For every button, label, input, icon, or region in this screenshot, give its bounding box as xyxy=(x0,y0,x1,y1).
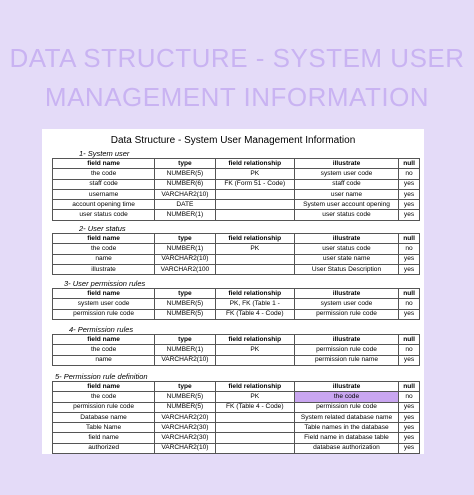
banner-title-line-2: MANAGEMENT INFORMATION xyxy=(44,82,430,112)
column-header-field-relationship: field relationship xyxy=(215,289,294,299)
table-row xyxy=(53,179,420,189)
cell-field-relationship: PK xyxy=(215,392,294,402)
cell-null: yes xyxy=(399,210,420,220)
cell-field-name: the code xyxy=(53,392,155,402)
cell-field-relationship: PK xyxy=(215,169,294,179)
table-row xyxy=(53,423,420,433)
cell-null: yes xyxy=(399,200,420,210)
cell-illustrate: database authorization xyxy=(294,443,398,453)
column-header-type: type xyxy=(155,234,215,244)
column-header-null: null xyxy=(399,234,420,244)
column-header-field-name: field name xyxy=(53,289,155,299)
table-header-row xyxy=(53,382,420,392)
cell-field-relationship xyxy=(215,210,294,220)
cell-field-relationship xyxy=(215,355,294,365)
cell-type: NUMBER(5) xyxy=(155,299,215,309)
column-header-field-name: field name xyxy=(53,234,155,244)
cell-null: no xyxy=(399,169,420,179)
table-row xyxy=(53,443,420,453)
cell-field-relationship: FK (Table 4 - Code) xyxy=(215,402,294,412)
cell-illustrate: user state name xyxy=(294,254,398,264)
cell-illustrate: user status code xyxy=(294,210,398,220)
cell-illustrate: System related database name xyxy=(294,412,398,422)
cell-field-name: the code xyxy=(53,244,155,254)
table-row xyxy=(53,299,420,309)
banner xyxy=(0,0,474,130)
cell-illustrate: Field name in database table xyxy=(294,433,398,443)
cell-field-relationship xyxy=(215,264,294,274)
column-header-field-relationship: field relationship xyxy=(215,159,294,169)
column-header-field-relationship: field relationship xyxy=(215,382,294,392)
column-header-field-relationship: field relationship xyxy=(215,234,294,244)
column-header-null: null xyxy=(399,159,420,169)
table-row xyxy=(53,169,420,179)
cell-illustrate: System user account opening xyxy=(294,200,398,210)
cell-field-name: name xyxy=(53,355,155,365)
cell-null: yes xyxy=(399,423,420,433)
table-row xyxy=(53,355,420,365)
table-header-row xyxy=(53,234,420,244)
cell-null: yes xyxy=(399,189,420,199)
cell-illustrate: system user code xyxy=(294,169,398,179)
table-row xyxy=(53,200,420,210)
cell-type: VARCHAR2(10) xyxy=(155,443,215,453)
cell-illustrate: system user code xyxy=(294,299,398,309)
table-header-row xyxy=(53,159,420,169)
cell-field-relationship xyxy=(215,412,294,422)
cell-null: yes xyxy=(399,264,420,274)
section-table xyxy=(52,334,420,366)
cell-null: yes xyxy=(399,254,420,264)
cell-null: yes xyxy=(399,433,420,443)
table-row xyxy=(53,189,420,199)
column-header-field-name: field name xyxy=(53,159,155,169)
column-header-illustrate: illustrate xyxy=(294,234,398,244)
cell-field-name: account opening time xyxy=(53,200,155,210)
column-header-illustrate: illustrate xyxy=(294,159,398,169)
table-row xyxy=(53,309,420,319)
cell-illustrate: permission rule code xyxy=(294,309,398,319)
section-table xyxy=(52,381,420,454)
cell-field-relationship: FK (Form 51 - Code) xyxy=(215,179,294,189)
cell-illustrate: permission rule code xyxy=(294,402,398,412)
column-header-type: type xyxy=(155,335,215,345)
cell-field-relationship: PK, FK (Table 1 - xyxy=(215,299,294,309)
cell-field-name: name xyxy=(53,254,155,264)
cell-null: no xyxy=(399,345,420,355)
cell-type: DATE xyxy=(155,200,215,210)
cell-field-name: Database name xyxy=(53,412,155,422)
cell-field-name: system user code xyxy=(53,299,155,309)
cell-type: NUMBER(6) xyxy=(155,179,215,189)
cell-type: VARCHAR2(20) xyxy=(155,412,215,422)
cell-null: yes xyxy=(399,179,420,189)
table-row xyxy=(53,402,420,412)
cell-null: yes xyxy=(399,412,420,422)
section-title: 5- Permission rule definition xyxy=(55,372,148,381)
column-header-null: null xyxy=(399,382,420,392)
cell-field-relationship xyxy=(215,254,294,264)
cell-type: VARCHAR2(10) xyxy=(155,355,215,365)
cell-type: VARCHAR2(10) xyxy=(155,254,215,264)
cell-illustrate: user status code xyxy=(294,244,398,254)
column-header-null: null xyxy=(399,335,420,345)
column-header-illustrate: illustrate xyxy=(294,382,398,392)
table-row xyxy=(53,433,420,443)
section-table xyxy=(52,233,420,275)
cell-null: no xyxy=(399,244,420,254)
cell-null: yes xyxy=(399,309,420,319)
cell-illustrate: Table names in the database xyxy=(294,423,398,433)
cell-type: VARCHAR2(100 xyxy=(155,264,215,274)
cell-type: VARCHAR2(10) xyxy=(155,189,215,199)
cell-illustrate: permission rule name xyxy=(294,355,398,365)
section-table xyxy=(52,288,420,320)
cell-field-name: staff code xyxy=(53,179,155,189)
document-sheet xyxy=(42,129,424,454)
cell-type: NUMBER(5) xyxy=(155,402,215,412)
cell-illustrate: User Status Description xyxy=(294,264,398,274)
cell-field-relationship: FK (Table 4 - Code) xyxy=(215,309,294,319)
cell-field-relationship: PK xyxy=(215,345,294,355)
cell-type: NUMBER(5) xyxy=(155,169,215,179)
cell-null: no xyxy=(399,299,420,309)
column-header-illustrate: illustrate xyxy=(294,289,398,299)
table-row xyxy=(53,210,420,220)
cell-type: VARCHAR2(30) xyxy=(155,433,215,443)
column-header-type: type xyxy=(155,159,215,169)
cell-null: yes xyxy=(399,402,420,412)
cell-null: no xyxy=(399,392,420,402)
section-title: 4- Permission rules xyxy=(69,325,134,334)
cell-type: NUMBER(1) xyxy=(155,210,215,220)
banner-title-line-1: DATA STRUCTURE - SYSTEM USER xyxy=(9,43,465,73)
cell-field-name: permission rule code xyxy=(53,309,155,319)
section-title: 2- User status xyxy=(79,224,126,233)
cell-field-name: user status code xyxy=(53,210,155,220)
table-header-row xyxy=(53,335,420,345)
column-header-type: type xyxy=(155,289,215,299)
cell-type: NUMBER(5) xyxy=(155,309,215,319)
cell-field-relationship xyxy=(215,443,294,453)
cell-type: VARCHAR2(30) xyxy=(155,423,215,433)
cell-illustrate: permission rule code xyxy=(294,345,398,355)
column-header-null: null xyxy=(399,289,420,299)
section-title: 1- System user xyxy=(79,149,130,158)
cell-field-relationship xyxy=(215,423,294,433)
table-row xyxy=(53,412,420,422)
cell-field-name: field name xyxy=(53,433,155,443)
document-title: Data Structure - System User Management Information xyxy=(110,135,356,146)
cell-field-name: the code xyxy=(53,169,155,179)
cell-illustrate: the code xyxy=(294,392,398,402)
column-header-field-relationship: field relationship xyxy=(215,335,294,345)
column-header-field-name: field name xyxy=(53,382,155,392)
cell-field-relationship xyxy=(215,189,294,199)
cell-type: NUMBER(5) xyxy=(155,392,215,402)
cell-field-relationship xyxy=(215,433,294,443)
table-row xyxy=(53,254,420,264)
section-table xyxy=(52,158,420,221)
table-row xyxy=(53,345,420,355)
cell-illustrate: staff code xyxy=(294,179,398,189)
cell-field-relationship xyxy=(215,200,294,210)
cell-field-name: Table Name xyxy=(53,423,155,433)
table-row xyxy=(53,264,420,274)
table-row xyxy=(53,244,420,254)
table-row xyxy=(53,392,420,402)
cell-illustrate: user name xyxy=(294,189,398,199)
cell-field-relationship: PK xyxy=(215,244,294,254)
column-header-field-name: field name xyxy=(53,335,155,345)
cell-field-name: the code xyxy=(53,345,155,355)
cell-type: NUMBER(1) xyxy=(155,244,215,254)
cell-field-name: authorized xyxy=(53,443,155,453)
cell-field-name: illustrate xyxy=(53,264,155,274)
table-header-row xyxy=(53,289,420,299)
cell-type: NUMBER(1) xyxy=(155,345,215,355)
cell-null: yes xyxy=(399,443,420,453)
cell-field-name: username xyxy=(53,189,155,199)
section-title: 3- User permission rules xyxy=(64,279,146,288)
cell-null: yes xyxy=(399,355,420,365)
column-header-type: type xyxy=(155,382,215,392)
cell-field-name: permission rule code xyxy=(53,402,155,412)
column-header-illustrate: illustrate xyxy=(294,335,398,345)
